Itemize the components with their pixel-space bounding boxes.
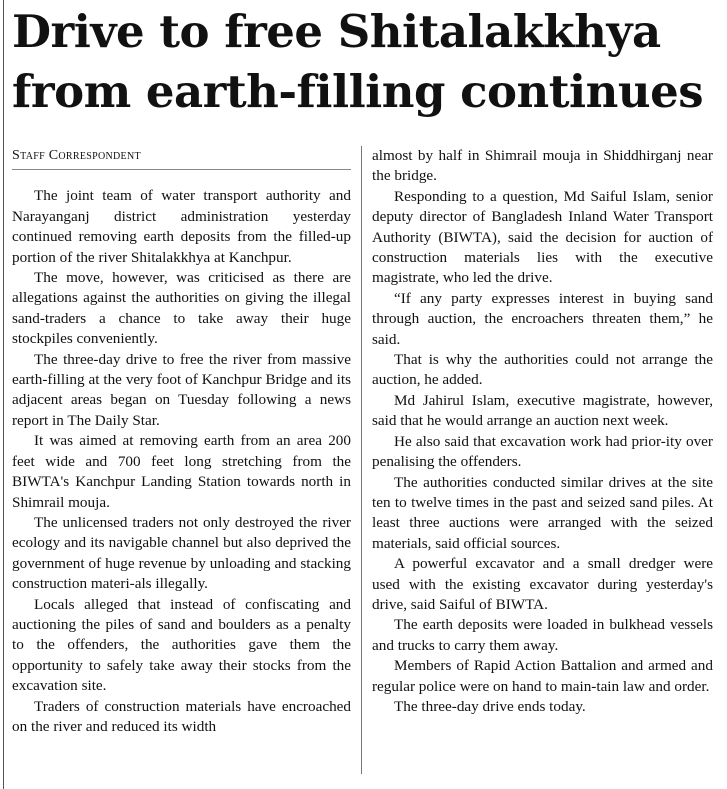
paragraph: Locals alleged that instead of confiscating and auctioning the piles of sand and boulders as a penalty to the offenders, the authorities gave them the opportunity to safely take away their stocks from the excavation site.	[12, 595, 351, 695]
paragraph: Traders of construction materials have encroached on the river and reduced its width	[12, 697, 351, 735]
headline-line-1: Drive to free Shitalakkhya	[12, 5, 661, 58]
article-column-left	[12, 146, 351, 737]
paragraph: Responding to a question, Md Saiful Islam, senior deputy director of Bangladesh Inland Water Transport Authority (BIWTA), said the decision for auction of construction materials lies with the executive magistrate, who led the drive.	[372, 187, 713, 287]
paragraph: The three-day drive ends today.	[394, 697, 586, 715]
paragraph: Md Jahirul Islam, executive magistrate, however, said that he would arrange an auction next week.	[372, 391, 713, 430]
article-column-right	[372, 146, 713, 717]
paragraph: That is why the authorities could not arrange the auction, he added.	[372, 351, 713, 389]
paragraph: A powerful excavator and a small dredger were used with the existing excavator during yesterday's drive, said Saiful of BIWTA.	[372, 555, 713, 613]
paragraph: The three-day drive to free the river from massive earth-filling at the very foot of Kanchpur Bridge and its adjacent areas began on Tuesday following a news report in The Daily Star.	[12, 350, 351, 429]
paragraph: The authorities conducted similar drives at the site ten to twelve times in the past and seized sand piles. At least three auctions were arranged with the seized materials, said official sources.	[372, 473, 713, 552]
headline	[12, 2, 717, 122]
paragraph-continuation: almost by half in Shimrail mouja in Shiddhirganj near the bridge.	[372, 147, 713, 185]
headline-line-2: from earth-filling continues	[12, 65, 704, 118]
paragraph: It was aimed at removing earth from an area 200 feet wide and 700 feet long stretching from the BIWTA's Kanchpur Landing Station towards north in Shimrail mouja.	[12, 432, 351, 511]
paragraph: “If any party expresses interest in buying sand through auction, the encroachers threaten them,” he said.	[372, 289, 713, 348]
paragraph: Members of Rapid Action Battalion and armed and regular police were on hand to main-tain law and order.	[372, 657, 713, 695]
paragraph: The earth deposits were loaded in bulkhead vessels and trucks to carry them away.	[372, 616, 713, 654]
paragraph: He also said that excavation work had prior-ity over penalising the offenders.	[372, 432, 713, 471]
column-divider	[361, 146, 362, 774]
paragraph: The unlicensed traders not only destroyed the river ecology and its navigable channel but also deprived the government of huge revenue by unloading and stacking construction materi-als illegally.	[12, 513, 351, 593]
byline: Staff Correspondent	[12, 146, 351, 170]
page-edge-rule	[3, 0, 4, 789]
paragraph: The move, however, was criticised as there are allegations against the authorities on giving the illegal sand-traders a chance to take away their huge stockpiles conveniently.	[12, 269, 351, 348]
paragraph: The joint team of water transport authority and Narayanganj district administration yesterday continued removing earth deposits from the filled-up portion of the river Shitalakkhya at Kanchpur.	[12, 187, 351, 266]
